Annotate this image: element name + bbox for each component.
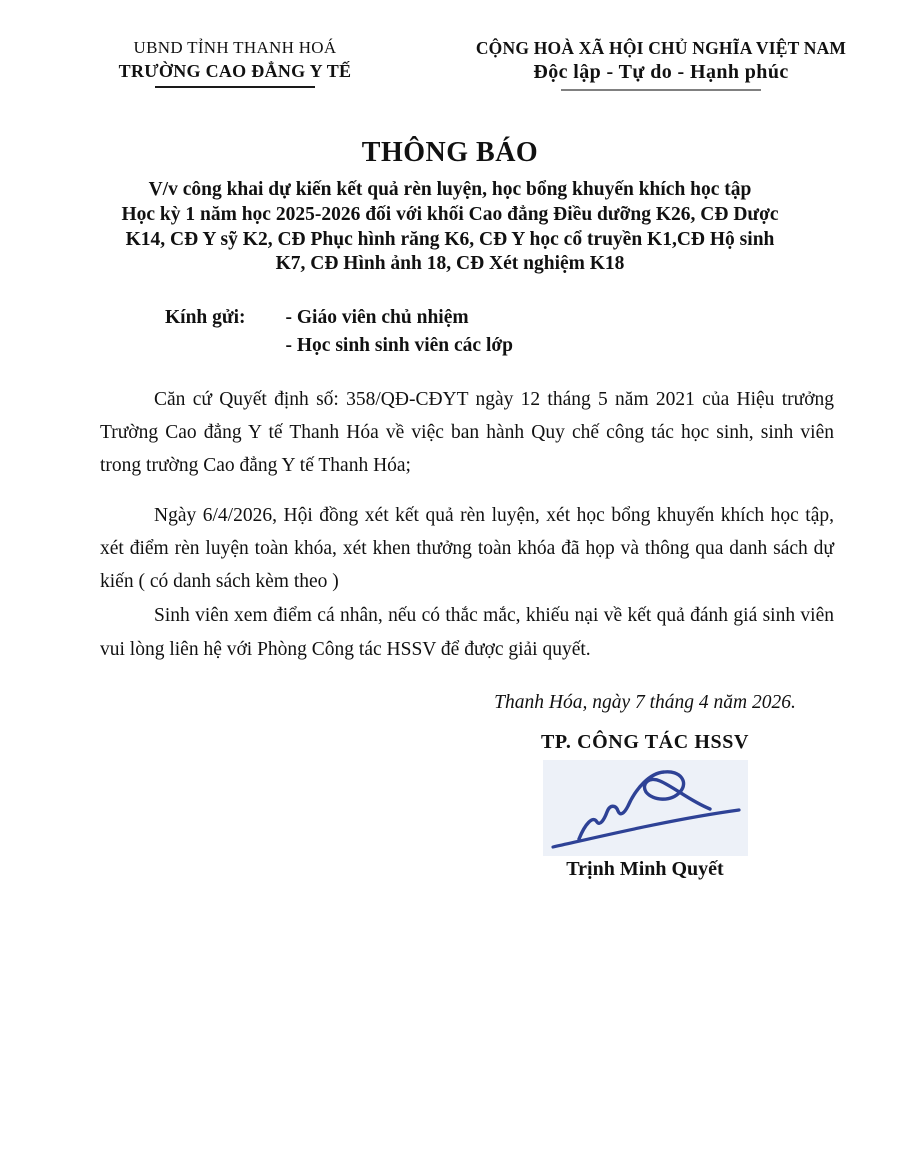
issuing-agency-block (70, 38, 400, 91)
document-title: THÔNG BÁO (361, 137, 539, 168)
national-motto: Độc lập - Tự do - Hạnh phúc (533, 61, 789, 83)
recipient-item: - Học sinh sinh viên các lớp (285, 335, 514, 357)
signature-strokes (543, 760, 748, 856)
signature-tail-stroke (553, 810, 739, 847)
document-body (0, 383, 900, 666)
recipients-list (286, 304, 514, 361)
subject-line: V/v công khai dự kiến kết quả rèn luyện, học bổng khuyến khích học tập (148, 179, 752, 200)
signer-name: Trịnh Minh Quyết (566, 857, 724, 880)
agency-name: TRƯỜNG CAO ĐẲNG Y TẾ (118, 61, 352, 81)
signoff-block (425, 692, 865, 881)
paragraph-legal-basis: Căn cứ Quyết định số: 358/QĐ-CĐYT ngày 12 tháng 5 năm 2021 của Hiệu trưởng Trường Cao đẳng Y tế Thanh Hóa về việc ban hành Quy chế công tác học sinh, sinh viên trong trường Cao đẳng Y tế Thanh Hóa; (100, 388, 834, 476)
signer-title: TP. CÔNG TÁC HSSV (540, 730, 750, 753)
place-date-line: Thanh Hóa, ngày 7 tháng 4 năm 2026. (494, 691, 796, 713)
signature-image (543, 760, 748, 856)
motto-underline (561, 89, 761, 91)
subject-line: K14, CĐ Y sỹ K2, CĐ Phục hình răng K6, CĐ Y học cổ truyền K1,CĐ Hộ sinh (125, 228, 775, 250)
agency-underline (155, 86, 315, 88)
paragraph-contact-info: Sinh viên xem điểm cá nhân, nếu có thắc mắc, khiếu nại về kết quả đánh giá sinh viên vui lòng liên hệ với Phòng Công tác HSSV để được giải quyết. (100, 605, 834, 660)
agency-parent-name: UBND TỈNH THANH HOÁ (133, 38, 337, 57)
national-title: CỘNG HOÀ XÃ HỘI CHỦ NGHĨA VIỆT NAM (475, 38, 847, 58)
signature-scribble-stroke (579, 771, 710, 838)
paragraph-council-meeting: Ngày 6/4/2026, Hội đồng xét kết quả rèn luyện, xét học bổng khuyến khích học tập, xét điểm rèn luyện toàn khóa, xét khen thưởng toàn khóa đã họp và thông qua danh sách dự kiến ( có danh sách kèm theo ) (100, 504, 834, 593)
recipient-item: - Giáo viên chủ nhiệm (285, 307, 469, 328)
national-motto-block (456, 38, 866, 91)
subject-line: Học kỳ 1 năm học 2025-2026 đối với khối Cao đẳng Điều dưỡng K26, CĐ Dược (121, 203, 779, 225)
subject-line: K7, CĐ Hình ảnh 18, CĐ Xét nghiệm K18 (275, 253, 625, 275)
document-subject (0, 178, 900, 277)
document-header (0, 0, 900, 91)
recipients-block (165, 304, 900, 361)
recipients-label: Kính gửi: (165, 307, 246, 328)
